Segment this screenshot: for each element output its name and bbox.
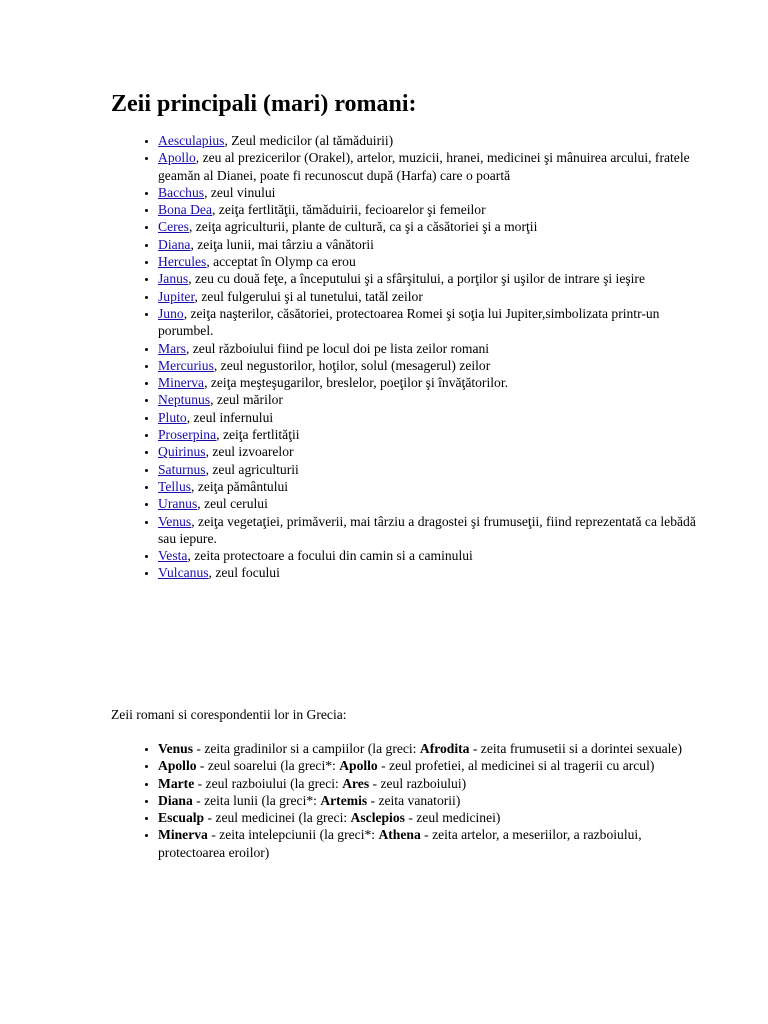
god-link[interactable]: Diana <box>158 236 191 252</box>
list-item <box>158 305 703 340</box>
list-item <box>158 564 703 581</box>
roman-name: Diana <box>158 792 193 808</box>
god-description: , zeul fulgerului şi al tunetului, tatăl zeilor <box>194 288 423 304</box>
roman-description: - zeul razboiului (la greci: <box>194 775 343 791</box>
greek-description: - zeita artelor, a meseriilor, a razboiului, protectoarea eroilor) <box>158 827 642 860</box>
list-item <box>158 461 703 478</box>
list-item <box>158 426 703 443</box>
list-item <box>158 288 703 305</box>
god-description: , zeu cu două feţe, a începutului şi a sfârşitului, a porţilor şi uşilor de intrare şi ieşire <box>188 271 645 287</box>
greek-intro: Zeii romani si corespondentii lor in Grecia: <box>111 707 347 722</box>
roman-name: Escualp <box>158 810 205 826</box>
god-description: , Zeul medicilor (al tămăduirii) <box>224 133 394 148</box>
god-description: , zeul focului <box>208 565 280 581</box>
god-description: , zeu al prezicerilor (Orakel), artelor, muzicii, hranei, medicinei şi mânuirea arcului, fratele geamăn al Dianei, poate fi recunoscut după (Harfa) care o poartă <box>158 150 690 183</box>
greek-name: Asclepios <box>350 810 405 826</box>
greek-name: Ares <box>342 775 370 791</box>
list-item <box>158 253 703 270</box>
god-link[interactable]: Tellus <box>158 478 192 494</box>
list-item <box>158 184 703 201</box>
god-description: , zeita protectoare a focului din camin si a caminului <box>187 548 473 564</box>
list-item <box>158 443 703 460</box>
god-link[interactable]: Mercurius <box>158 357 214 373</box>
roman-name: Marte <box>158 775 195 791</box>
god-description: , zeiţa meşteşugarilor, breslelor, poeţilor şi învăţătorilor. <box>204 375 508 391</box>
list-item <box>158 757 703 774</box>
god-description: , zeul vinului <box>204 184 276 200</box>
greek-correspondence-list <box>111 740 703 861</box>
god-link[interactable]: Mars <box>158 340 186 356</box>
list-item <box>158 340 703 357</box>
god-link[interactable]: Bona Dea <box>158 202 212 218</box>
page-title: Zeii principali (mari) romani: <box>111 91 417 117</box>
gods-list <box>111 132 703 582</box>
god-link[interactable]: Neptunus <box>158 392 211 408</box>
list-item <box>158 201 703 218</box>
roman-description: - zeita intelepciunii (la greci*: <box>207 827 379 843</box>
list-item <box>158 826 703 861</box>
roman-description: - zeul medicinei (la greci: <box>204 810 351 826</box>
list-item <box>158 495 703 512</box>
greek-description: - zeul medicinei) <box>404 810 501 826</box>
god-description: , zeiţa fertlităţii <box>216 427 300 443</box>
god-description: , zeul infernului <box>186 409 274 425</box>
roman-name: Apollo <box>158 758 197 774</box>
god-link[interactable]: Aesculapius <box>158 133 225 148</box>
god-description: , acceptat în Olymp ca erou <box>206 254 356 270</box>
roman-description: - zeita lunii (la greci*: <box>192 792 321 808</box>
greek-description: - zeul razboiului) <box>369 775 467 791</box>
god-description: , zeiţa agriculturii, plante de cultură, ca şi a căsătoriei şi a morţii <box>188 219 538 235</box>
greek-name: Athena <box>378 827 421 843</box>
list-item <box>158 409 703 426</box>
god-description: , zeiţa naşterilor, căsătoriei, protectoarea Romei şi soţia lui Jupiter,simbolizata printr-un porumbel. <box>158 305 660 339</box>
roman-description: - zeita gradinilor si a campiilor (la greci: <box>193 741 420 756</box>
list-item <box>158 132 703 149</box>
god-link[interactable]: Hercules <box>158 254 207 270</box>
god-link[interactable]: Pluto <box>158 409 187 425</box>
greek-name: Artemis <box>320 792 368 808</box>
god-description: , zeul cerului <box>197 496 268 512</box>
god-link[interactable]: Venus <box>158 513 192 529</box>
god-link[interactable]: Juno <box>158 305 184 321</box>
greek-description: - zeita vanatorii) <box>367 792 461 808</box>
list-item <box>158 357 703 374</box>
god-link[interactable]: Janus <box>158 271 189 287</box>
greek-description: - zeul profetiei, al medicinei si al tragerii cu arcul) <box>377 758 655 774</box>
god-link[interactable]: Ceres <box>158 219 189 235</box>
list-item <box>158 513 703 548</box>
god-link[interactable]: Proserpina <box>158 427 217 443</box>
list-item <box>158 270 703 287</box>
god-description: , zeiţa fertlităţii, tămăduirii, fecioarelor şi femeilor <box>211 202 486 218</box>
god-link[interactable]: Apollo <box>158 150 196 166</box>
greek-name: Apollo <box>339 758 378 774</box>
god-link[interactable]: Bacchus <box>158 184 205 200</box>
god-link[interactable]: Vesta <box>158 548 188 564</box>
god-link[interactable]: Jupiter <box>158 288 195 304</box>
roman-name: Venus <box>158 741 194 756</box>
list-item <box>158 740 703 757</box>
roman-description: - zeul soarelui (la greci*: <box>196 758 340 774</box>
list-item <box>158 218 703 235</box>
greek-description: - zeita frumusetii si a dorintei sexuale) <box>469 741 682 756</box>
list-item <box>158 775 703 792</box>
list-item <box>158 792 703 809</box>
roman-name: Minerva <box>158 827 208 843</box>
god-description: , zeul războiului fiind pe locul doi pe lista zeilor romani <box>185 340 490 356</box>
god-description: , zeul mărilor <box>210 392 283 408</box>
list-item <box>158 478 703 495</box>
list-item <box>158 547 703 564</box>
god-description: , zeul agriculturii <box>205 461 299 477</box>
god-description: , zeul negustorilor, hoţilor, solul (mesagerul) zeilor <box>213 357 491 373</box>
god-link[interactable]: Minerva <box>158 375 205 391</box>
god-link[interactable]: Quirinus <box>158 444 206 460</box>
list-item <box>158 236 703 253</box>
god-description: , zeiţa lunii, mai târziu a vânătorii <box>190 236 374 252</box>
list-item <box>158 809 703 826</box>
list-item <box>158 391 703 408</box>
god-description: , zeul izvoarelor <box>205 444 294 460</box>
god-link[interactable]: Uranus <box>158 496 198 512</box>
list-item <box>158 149 703 184</box>
god-description: , zeiţa vegetaţiei, primăverii, mai târziu a dragostei şi frumuseţii, fiind reprezentată ca lebădă sau iepure. <box>158 513 696 546</box>
god-description: , zeiţa pământului <box>191 478 289 494</box>
god-link[interactable]: Saturnus <box>158 461 206 477</box>
god-link[interactable]: Vulcanus <box>158 565 209 581</box>
greek-name: Afrodita <box>419 741 470 756</box>
list-item <box>158 374 703 391</box>
